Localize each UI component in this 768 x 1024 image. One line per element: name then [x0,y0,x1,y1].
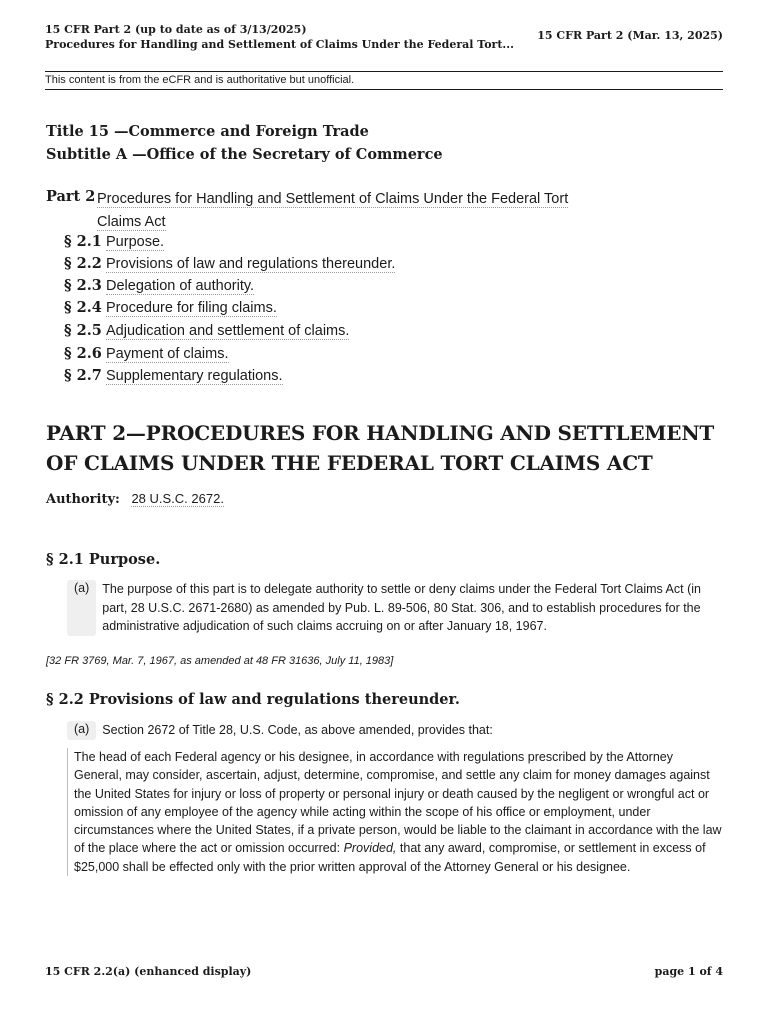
running-header [45,22,514,52]
authority-line [46,491,224,507]
subtitle-line: Subtitle A —Office of the Secretary of Commerce [46,146,443,163]
toc-item-link[interactable]: Adjudication and settlement of claims. [106,323,350,339]
source-citation: [32 FR 3769, Mar. 7, 1967, as amended at 48 FR 31636, July 11, 1983] [46,655,394,667]
page-number: page 1 of 4 [654,965,723,978]
paragraph-label[interactable]: (a) [67,721,96,740]
toc-item-2-1[interactable] [64,233,164,255]
toc-item-number: § 2.2 [64,255,102,272]
title-line: Title 15 —Commerce and Foreign Trade [46,123,369,140]
toc-item-number: § 2.1 [64,233,102,250]
toc-item-2-5[interactable] [64,322,349,344]
toc-item-2-2[interactable] [64,255,395,277]
part-heading: PART 2—PROCEDURES FOR HANDLING AND SETTLEMENT OF CLAIMS UNDER THE FEDERAL TORT CLAIMS ACT [46,421,715,475]
toc-item-link[interactable]: Procedure for filing claims. [106,300,277,316]
toc-item-link[interactable]: Payment of claims. [106,346,229,362]
toc-item-number: § 2.3 [64,277,102,294]
toc-part-text[interactable]: Procedures for Handling and Settlement of Claims Under the Federal Tort Claims Act [97,191,569,230]
unofficial-notice: This content is from the eCFR and is authoritative but unofficial. [45,74,355,86]
statute-quote [67,748,724,876]
quote-text-1: The head of each Federal agency or his designee, in accordance with regulations prescribed by the Attorney General, may consider, ascertain, adjust, determine, compromise, and settle any claim for money damages against the United States for injury or loss of property or personal injury or death caused by the negligent or wrongful act or omission of any employee of the agency while acting within the scope of his office or employment, under circumstances where the United States, if a private person, would be liable to the claimant in accordance with the law of the place where the act or omission occurred: [74,750,722,856]
toc-item-2-4[interactable] [64,299,277,321]
paragraph-label[interactable]: (a) [67,580,96,636]
header-line-2: Procedures for Handling and Settlement of Claims Under the Federal Tort... [45,38,514,51]
toc-item-2-6[interactable] [64,345,229,367]
authority-link[interactable]: 28 U.S.C. 2672. [131,491,224,506]
header-right: 15 CFR Part 2 (Mar. 13, 2025) [537,29,723,42]
toc-item-number: § 2.5 [64,322,102,339]
header-line-1: 15 CFR Part 2 (up to date as of 3/13/2025) [45,23,307,36]
header-rule-bottom [45,89,723,90]
header-rule-top [45,71,723,72]
toc-item-link[interactable]: Delegation of authority. [106,278,255,294]
toc-item-number: § 2.4 [64,299,102,316]
paragraph-2-1-a [67,580,727,636]
quote-emphasis: Provided, [343,841,397,856]
paragraph-text: The purpose of this part is to delegate authority to settle or deny claims under the Federal Tort Claims Act (in part, 28 U.S.C. 2671-2680) as amended by Pub. L. 89-506, 80 Stat. 306, and to establish procedures for the administrative adjudication of such claims accruing on or after January 18, 1967. [102,582,701,633]
toc-part-label: Part 2 [46,188,96,205]
authority-label: Authority: [46,492,120,507]
section-heading-2-2: § 2.2 Provisions of law and regulations thereunder. [46,691,460,708]
paragraph-text: Section 2672 of Title 28, U.S. Code, as above amended, provides that: [102,723,493,737]
section-heading-2-1: § 2.1 Purpose. [46,551,161,568]
toc-item-number: § 2.6 [64,345,102,362]
toc-item-number: § 2.7 [64,367,102,384]
footer-left: 15 CFR 2.2(a) (enhanced display) [45,965,252,978]
quote-text-2: that any award, compromise, or settlement in excess of $25,000 shall be effected only with the prior written approval of the Attorney General or his designee. [74,841,706,874]
paragraph-2-2-a [67,721,727,740]
toc-part-link[interactable] [97,188,597,234]
toc-item-link[interactable]: Provisions of law and regulations thereunder. [106,256,396,272]
toc-item-2-3[interactable] [64,277,254,299]
toc-item-2-7[interactable] [64,367,283,389]
toc-item-link[interactable]: Supplementary regulations. [106,368,283,384]
toc-item-link[interactable]: Purpose. [106,234,165,250]
